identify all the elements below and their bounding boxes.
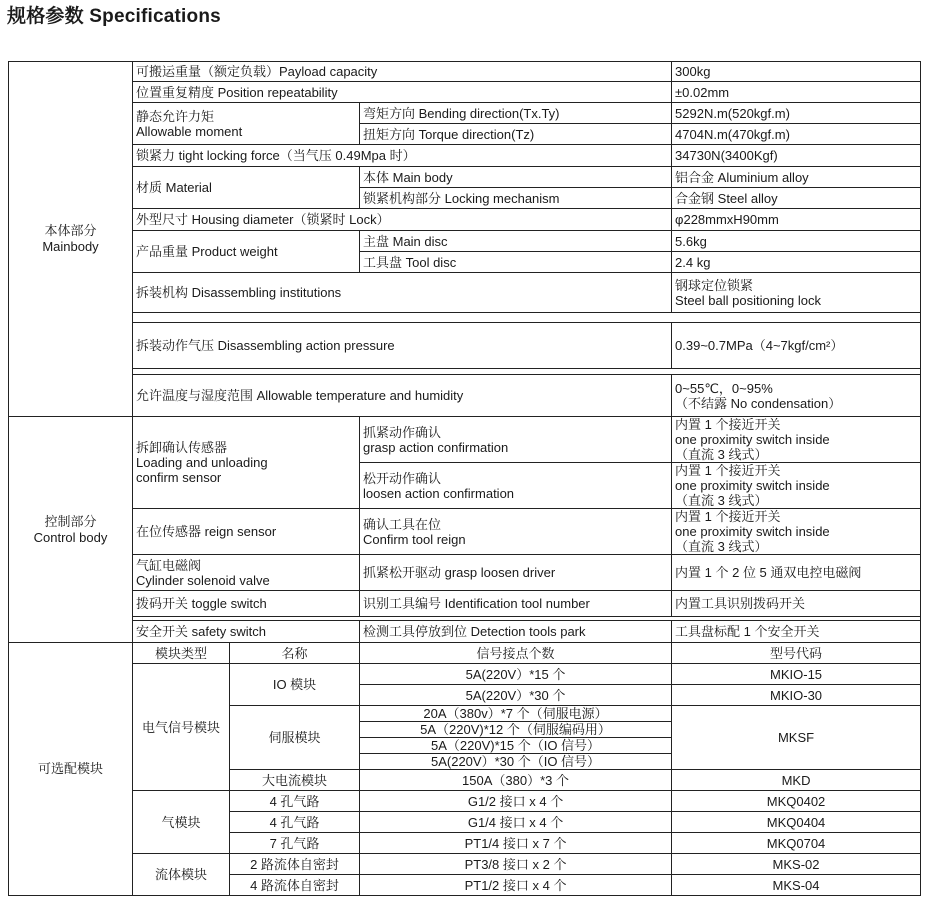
- solenoid-label: 气缸电磁阀 Cylinder solenoid valve: [133, 555, 360, 591]
- payload-label: 可搬运重量（额定负载）Payload capacity: [133, 62, 672, 82]
- table-row: [9, 231, 921, 252]
- code-cell: MKIO-30: [672, 685, 921, 706]
- repeatability-label: 位置重复精度 Position repeatability: [133, 82, 672, 103]
- repeatability-value: ±0.02mm: [672, 82, 921, 103]
- page-title: 规格参数 Specifications: [7, 6, 221, 27]
- table-row: [9, 417, 921, 463]
- table-row: [9, 313, 921, 323]
- module-type-fluid: 流体模块: [133, 854, 230, 896]
- solenoid-sub: 抓紧松开驱动 grasp loosen driver: [360, 555, 672, 591]
- locking-force-label: 锁紧力 tight locking force（当气压 0.49Mpa 时）: [133, 145, 672, 167]
- code-cell: MKQ0704: [672, 833, 921, 854]
- reign-sensor-value: 内置 1 个接近开关 one proximity switch inside （直流 3 线式）: [672, 509, 921, 555]
- table-row: [9, 273, 921, 313]
- table-row: [9, 103, 921, 124]
- high-current-module-name: 大电流模块: [230, 770, 360, 791]
- toggle-label: 拨码开关 toggle switch: [133, 591, 360, 617]
- table-row: [9, 82, 921, 103]
- header-name: 名称: [230, 643, 360, 664]
- table-row: [9, 664, 921, 685]
- grasp-confirm-label: 抓紧动作确认 grasp action confirmation: [360, 417, 672, 463]
- code-cell: MKSF: [672, 706, 921, 770]
- table-row: [9, 791, 921, 812]
- table-row: [9, 591, 921, 617]
- tool-disc-label: 工具盘 Tool disc: [360, 252, 672, 273]
- grasp-confirm-value: 内置 1 个接近开关 one proximity switch inside （直流 3 线式）: [672, 417, 921, 463]
- signal-cell: 5A（220V)*12 个（伺服编码用）: [360, 722, 672, 738]
- pressure-value: 0.39~0.7MPa（4~7kgf/cm²）: [672, 323, 921, 369]
- table-row: [9, 323, 921, 369]
- io-module-name: IO 模块: [230, 664, 360, 706]
- signal-cell: 5A(220V）*30 个: [360, 685, 672, 706]
- name-cell: 2 路流体自密封: [230, 854, 360, 875]
- module-type-electrical: 电气信号模块: [133, 664, 230, 791]
- bending-value: 5292N.m(520kgf.m): [672, 103, 921, 124]
- table-row: [9, 145, 921, 167]
- temperature-label: 允许温度与湿度范围 Allowable temperature and humidity: [133, 375, 672, 417]
- housing-label: 外型尺寸 Housing diameter（锁紧时 Lock）: [133, 209, 672, 231]
- section-label-control: 控制部分 Control body: [9, 417, 133, 643]
- pressure-label: 拆装动作气压 Disassembling action pressure: [133, 323, 672, 369]
- signal-cell: G1/4 接口 x 4 个: [360, 812, 672, 833]
- table-row: [9, 62, 921, 82]
- name-cell: 7 孔气路: [230, 833, 360, 854]
- table-row: [9, 643, 921, 664]
- main-disc-value: 5.6kg: [672, 231, 921, 252]
- safety-value: 工具盘标配 1 个安全开关: [672, 621, 921, 643]
- table-row: [9, 209, 921, 231]
- housing-value: φ228mmxH90mm: [672, 209, 921, 231]
- torque-value: 4704N.m(470kgf.m): [672, 124, 921, 145]
- solenoid-value: 内置 1 个 2 位 5 通双电控电磁阀: [672, 555, 921, 591]
- code-cell: MKD: [672, 770, 921, 791]
- material-label: 材质 Material: [133, 167, 360, 209]
- main-disc-label: 主盘 Main disc: [360, 231, 672, 252]
- material-locking-value: 合金钢 Steel alloy: [672, 188, 921, 209]
- table-row: [9, 375, 921, 417]
- signal-cell: PT1/2 接口 x 4 个: [360, 875, 672, 896]
- code-cell: MKQ0404: [672, 812, 921, 833]
- toggle-sub: 识别工具编号 Identification tool number: [360, 591, 672, 617]
- tool-disc-value: 2.4 kg: [672, 252, 921, 273]
- toggle-value: 内置工具识别拨码开关: [672, 591, 921, 617]
- moment-label: 静态允许力矩 Allowable moment: [133, 103, 360, 145]
- loosen-confirm-value: 内置 1 个接近开关 one proximity switch inside （直流 3 线式）: [672, 463, 921, 509]
- bending-label: 弯矩方向 Bending direction(Tx.Ty): [360, 103, 672, 124]
- safety-label: 安全开关 safety switch: [133, 621, 360, 643]
- section-label-mainbody: 本体部分 Mainbody: [9, 62, 133, 417]
- signal-cell: PT3/8 接口 x 2 个: [360, 854, 672, 875]
- payload-value: 300kg: [672, 62, 921, 82]
- name-cell: 4 孔气路: [230, 812, 360, 833]
- header-signal: 信号接点个数: [360, 643, 672, 664]
- name-cell: 4 路流体自密封: [230, 875, 360, 896]
- table-row: [9, 555, 921, 591]
- signal-cell: 5A（220V)*15 个（IO 信号）: [360, 738, 672, 754]
- temperature-value: 0~55℃，0~95% （不结露 No condensation）: [672, 375, 921, 417]
- loosen-confirm-label: 松开动作确认 loosen action confirmation: [360, 463, 672, 509]
- signal-cell: 5A(220V）*15 个: [360, 664, 672, 685]
- table-row: [9, 854, 921, 875]
- section-label-optional: 可选配模块: [9, 643, 133, 896]
- header-code: 型号代码: [672, 643, 921, 664]
- material-body-label: 本体 Main body: [360, 167, 672, 188]
- table-row: [9, 167, 921, 188]
- disassembling-value: 钢球定位锁紧 Steel ball positioning lock: [672, 273, 921, 313]
- servo-module-name: 伺服模块: [230, 706, 360, 770]
- reign-sensor-label: 在位传感器 reign sensor: [133, 509, 360, 555]
- code-cell: MKS-04: [672, 875, 921, 896]
- material-body-value: 铝合金 Aluminium alloy: [672, 167, 921, 188]
- signal-cell: 150A（380）*3 个: [360, 770, 672, 791]
- code-cell: MKS-02: [672, 854, 921, 875]
- signal-cell: 20A（380v）*7 个（伺服电源）: [360, 706, 672, 722]
- disassembling-label: 拆装机构 Disassembling institutions: [133, 273, 672, 313]
- code-cell: MKQ0402: [672, 791, 921, 812]
- table-row: [9, 509, 921, 555]
- weight-label: 产品重量 Product weight: [133, 231, 360, 273]
- locking-force-value: 34730N(3400Kgf): [672, 145, 921, 167]
- specifications-table: [8, 61, 921, 896]
- signal-cell: G1/2 接口 x 4 个: [360, 791, 672, 812]
- table-row: [9, 621, 921, 643]
- material-locking-label: 锁紧机构部分 Locking mechanism: [360, 188, 672, 209]
- spacer-cell: [133, 313, 921, 323]
- loading-sensor-label: 拆卸确认传感器 Loading and unloading confirm sensor: [133, 417, 360, 509]
- safety-sub: 检测工具停放到位 Detection tools park: [360, 621, 672, 643]
- signal-cell: PT1/4 接口 x 7 个: [360, 833, 672, 854]
- torque-label: 扭矩方向 Torque direction(Tz): [360, 124, 672, 145]
- reign-sensor-sub: 确认工具在位 Confirm tool reign: [360, 509, 672, 555]
- code-cell: MKIO-15: [672, 664, 921, 685]
- name-cell: 4 孔气路: [230, 791, 360, 812]
- module-type-pneumatic: 气模块: [133, 791, 230, 854]
- header-module-type: 模块类型: [133, 643, 230, 664]
- signal-cell: 5A(220V）*30 个（IO 信号）: [360, 754, 672, 770]
